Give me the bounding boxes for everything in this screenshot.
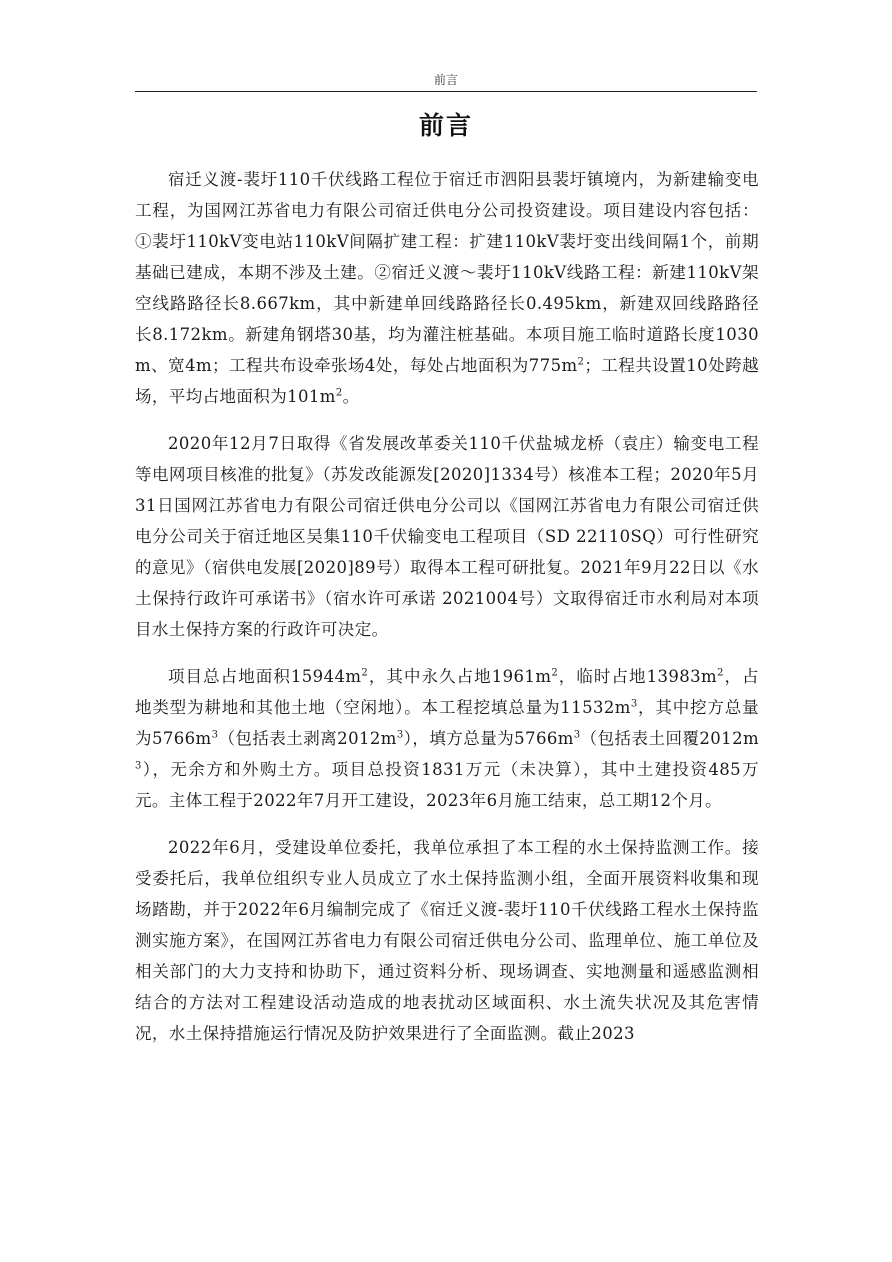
text-run: 项目总占地面积15944m [168, 667, 362, 686]
paragraph-3 [135, 661, 759, 816]
unit-exponent: 3 [396, 729, 404, 741]
running-header: 前言 [433, 73, 458, 87]
unit-exponent: 2 [577, 356, 585, 368]
text-run: 宿迁义渡-裴圩110千伏线路工程位于宿迁市泗阳县裴圩镇境内，为新建输变电工程，为国网江苏省电力有限公司宿迁供电分公司投资建设。项目建设内容包括：①裴圩110kV变电站110kV间隔扩建工程：扩建110kV裴圩变出线间隔1个，前期基础已建成，本期不涉及土建。②宿迁义渡～裴圩110kV线路工程：新建110kV架空线路路径长8.667km，其中新建单回线路路径长0.495km，新建双回线路路径长8.172km。新建角钢塔30基，均为灌注桩基础。本项目施工临时道路长度1030m、宽4m；工程共布设牵张场4处，每处占地面积为775m [135, 170, 759, 375]
unit-exponent: 2 [335, 387, 343, 399]
text-run: 2020年12月7日取得《省发展改革委关110千伏盐城龙桥（袁庄）输变电工程等电网项目核准的批复》（苏发改能源发[2020]1334号）核准本工程；2020年5月31日国网江苏省电力有限公司宿迁供电分公司以《国网江苏省电力有限公司宿迁供电分公司关于宿迁地区吴集110千伏输变电工程项目（SD 22110SQ）可行性研究的意见》（宿供电发展[2020]89号）取得本工程可研批复。2021年9月22日以《水土保持行政许可承诺书》（宿水许可承诺 2021004号）文取得宿迁市水利局对本项目水土保持方案的行政许可决定。 [135, 434, 759, 639]
text-run: ），填方总量为5766m [403, 729, 574, 748]
unit-exponent: 2 [717, 667, 724, 679]
unit-exponent: 3 [135, 760, 142, 772]
text-run: ；工程共设置10处跨越场，平均占地面积为101m [135, 356, 759, 406]
text-run: 2022年6月，受建设单位委托，我单位承担了本工程的水土保持监测工作。接受委托后，我单位组织专业人员成立了水土保持监测小组，全面开展资料收集和现场踏勘，并于2022年6月编制完成了《宿迁义渡-裴圩110千伏线路工程水土保持监测实施方案》，在国网江苏省电力有限公司宿迁供电分公司、监理单位、施工单位及相关部门的大力支持和协助下，通过资料分析、现场调查、实地测量和遥感监测相结合的方法对工程建设活动造成的地表扰动区域面积、水土流失状况及其危害情况，水土保持措施运行情况及防护效果进行了全面监测。截止2023 [135, 838, 759, 1043]
text-run: 。 [342, 387, 360, 406]
text-run: ，临时占地13983m [558, 667, 718, 686]
text-run: （包括表土回覆2012m [580, 729, 760, 748]
body-text [135, 164, 759, 1049]
paragraph-2 [135, 428, 759, 645]
paragraph-1 [135, 164, 759, 412]
header-divider [135, 91, 757, 92]
paragraph-4 [135, 832, 759, 1049]
text-run: ），无余方和外购土方。项目总投资1831万元（未决算），其中土建投资485万元。主体工程于2022年7月开工建设，2023年6月施工结束，总工期12个月。 [135, 760, 759, 810]
text-run: ，其中挖方总量为5766m [135, 698, 759, 748]
text-run: ，其中永久占地1961m [368, 667, 552, 686]
unit-exponent: 3 [573, 729, 581, 741]
unit-exponent: 3 [630, 698, 638, 710]
page-title: 前言 [418, 111, 473, 140]
unit-exponent: 2 [361, 667, 369, 679]
unit-exponent: 2 [551, 667, 559, 679]
text-run: ，占地类型为耕地和其他土地（空闲地）。本工程挖填总量为11532m [135, 667, 759, 717]
unit-exponent: 3 [211, 729, 219, 741]
text-run: （包括表土剥离2012m [218, 729, 397, 748]
